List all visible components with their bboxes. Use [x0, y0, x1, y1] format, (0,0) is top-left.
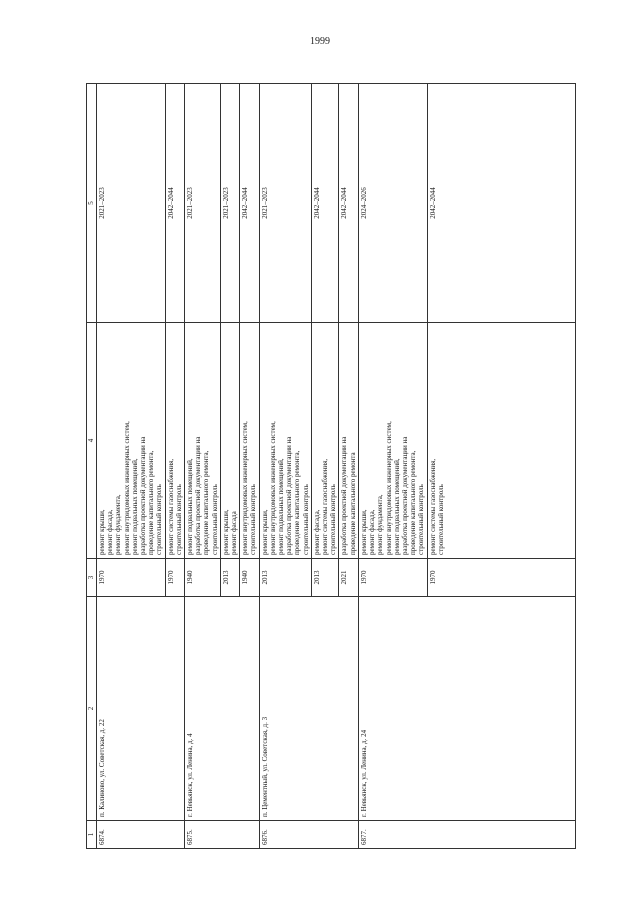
- work-item: ремонт системы газоснабжения,: [321, 458, 330, 555]
- row-works: [220, 323, 239, 559]
- header-col-4: 4: [87, 323, 97, 559]
- work-item: ремонт подвальных помещений,: [277, 458, 286, 555]
- row-period: 2021–2023: [185, 84, 221, 323]
- work-item: разработка проектной документации на: [340, 436, 349, 555]
- header-col-1: 1: [87, 821, 97, 849]
- work-item: строительный контроль: [301, 484, 310, 555]
- row-works: [97, 323, 166, 559]
- table-header-row: [87, 84, 97, 849]
- row-period: 2042–2044: [427, 84, 575, 323]
- work-item: ремонт фундамента,: [376, 494, 385, 555]
- row-address: п. Калиново, ул. Советская, д. 22: [97, 597, 185, 821]
- work-item: ремонт подвальных помещений,: [186, 458, 195, 555]
- row-number: 6876.: [259, 821, 358, 849]
- row-year: 1970: [358, 559, 427, 597]
- work-item: ремонт системы газоснабжения,: [428, 458, 437, 555]
- row-number: 6877.: [358, 821, 575, 849]
- row-period: 2021–2023: [259, 84, 311, 323]
- work-item: ремонт внутридомовых инженерных систем,: [241, 421, 250, 555]
- work-item: ремонт фасада,: [368, 509, 377, 555]
- work-item: строительный контроль: [417, 484, 426, 555]
- work-item: ремонт подвальных помещений,: [130, 458, 139, 555]
- row-year: 1940: [240, 559, 259, 597]
- row-period: 2042–2044: [311, 84, 339, 323]
- work-item: строительный контроль: [329, 484, 338, 555]
- work-item: строительный контроль: [249, 484, 258, 555]
- table-landscape: [86, 84, 576, 849]
- row-works: [358, 323, 427, 559]
- header-col-3: 3: [87, 559, 97, 597]
- row-period: 2042–2044: [165, 84, 184, 323]
- row-period: 2042–2044: [339, 84, 358, 323]
- work-item: проведение капитального ремонта,: [293, 450, 302, 555]
- work-item: ремонт внутридомовых инженерных систем,: [384, 421, 393, 555]
- work-item: ремонт крыши,: [221, 509, 230, 555]
- row-period: 2021–2023: [97, 84, 166, 323]
- work-item: ремонт крыши,: [260, 509, 269, 555]
- row-works: [339, 323, 358, 559]
- work-item: ремонт системы газоснабжения,: [166, 458, 175, 555]
- row-period: 2024–2026: [358, 84, 427, 323]
- row-number: 6875.: [185, 821, 260, 849]
- row-works: [165, 323, 184, 559]
- work-item: строительный контроль: [174, 484, 183, 555]
- row-period: 2042–2044: [240, 84, 259, 323]
- table-row: [97, 84, 166, 849]
- work-item: строительный контроль: [155, 484, 164, 555]
- work-item: ремонт внутридомовых инженерных систем,: [268, 421, 277, 555]
- header-col-5: 5: [87, 84, 97, 323]
- work-item: проведение капитального ремонта,: [202, 450, 211, 555]
- work-item: разработка проектной документации на: [139, 436, 148, 555]
- row-address: г. Невьянск, ул. Ленина, д. 24: [358, 597, 575, 821]
- table-row: [358, 84, 427, 849]
- row-number: 6874.: [97, 821, 185, 849]
- work-item: строительный контроль: [436, 484, 445, 555]
- row-year: 1940: [185, 559, 221, 597]
- row-year: 2013: [311, 559, 339, 597]
- work-item: проведение капитального ремонта: [348, 452, 357, 555]
- table-row: [259, 84, 311, 849]
- work-item: проведение капитального ремонта,: [409, 450, 418, 555]
- work-item: разработка проектной документации на: [194, 436, 203, 555]
- row-year: 2013: [259, 559, 311, 597]
- row-works: [240, 323, 259, 559]
- work-item: ремонт крыши,: [359, 509, 368, 555]
- work-item: ремонт фундамента,: [114, 494, 123, 555]
- work-item: ремонт внутридомовых инженерных систем,: [122, 421, 131, 555]
- header-col-2: 2: [87, 597, 97, 821]
- row-works: [185, 323, 221, 559]
- row-works: [311, 323, 339, 559]
- page-number: 1999: [310, 36, 330, 47]
- row-year: 2021: [339, 559, 358, 597]
- work-item: разработка проектной документации на: [400, 436, 409, 555]
- row-year: 2013: [220, 559, 239, 597]
- row-works: [259, 323, 311, 559]
- work-item: проведение капитального ремонта,: [147, 450, 156, 555]
- row-year: 1970: [165, 559, 184, 597]
- work-item: ремонт крыши,: [98, 509, 106, 555]
- work-item: ремонт фасада,: [312, 509, 321, 555]
- work-item: ремонт фасада: [230, 511, 239, 555]
- work-item: ремонт подвальных помещений,: [392, 458, 401, 555]
- row-year: 1970: [97, 559, 166, 597]
- table-row: [185, 84, 221, 849]
- row-address: п. Цементный, ул. Советская, д. 3: [259, 597, 358, 821]
- row-year: 1970: [427, 559, 575, 597]
- work-item: строительный контроль: [210, 484, 219, 555]
- work-item: ремонт фасада,: [106, 509, 115, 555]
- work-item: разработка проектной документации на: [285, 436, 294, 555]
- row-period: 2021–2023: [220, 84, 239, 323]
- row-address: г. Невьянск, ул. Ленина, д. 4: [185, 597, 260, 821]
- row-works: [427, 323, 575, 559]
- rotated-table-frame: [86, 84, 576, 849]
- repair-schedule-table: [86, 83, 576, 849]
